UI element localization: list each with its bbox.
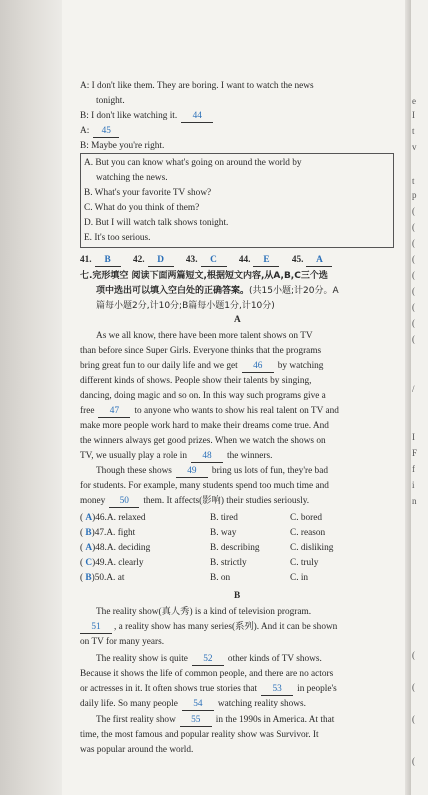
mc-item: ( A)46.A. relaxed <box>80 513 146 523</box>
dialogue-line: B: I don't like watching it. 44 <box>80 110 213 123</box>
mc-item: ( A)48.A. deciding <box>80 543 151 553</box>
passage-line: Because it shows the life of common people, and there are no actors <box>80 669 334 679</box>
right-fragment: ( <box>412 682 415 692</box>
right-fragment: ( <box>412 222 415 232</box>
passage-line: TV, we usually play a role in 48 the winners. <box>80 451 273 461</box>
passage-line: 51 , a reality show has many series(系列). And it can be shown <box>80 621 337 634</box>
passage-line: daily life. So many people 54 watching reality shows. <box>80 699 306 709</box>
mc-option: C. disliking <box>290 543 334 553</box>
answer-blank[interactable]: B <box>95 254 121 267</box>
mc-option: C. truly <box>290 558 319 568</box>
passage-line: bring great fun to our daily life and we get 46 by watching <box>80 361 324 371</box>
passage-line: money 50 them. It affects(影响) their studies seriously. <box>80 496 310 506</box>
right-fragment: ( <box>412 206 415 216</box>
mc-option: B. on <box>210 573 231 583</box>
answer-blank[interactable]: C <box>201 254 227 267</box>
right-fragment: ( <box>412 254 415 264</box>
right-fragment: t <box>412 176 415 186</box>
passage-line: The reality show(真人秀) is a kind of television program. <box>96 607 312 617</box>
right-fragment: ( <box>412 318 415 328</box>
right-fragment: p <box>412 190 417 200</box>
answer-blank[interactable]: 50 <box>109 495 139 508</box>
passage-b-title: B <box>234 591 241 601</box>
passage-line: time, the most famous and popular reality show was Survivor. It <box>80 730 319 740</box>
passage-line: make more people work hard to make their dreams come true. And <box>80 421 329 431</box>
passage-line: The first reality show 55 in the 1990s in America. At that <box>96 715 335 725</box>
option-line: B. What's your favorite TV show? <box>84 188 212 198</box>
passage-line: free 47 to anyone who wants to show his real talent on TV and <box>80 406 339 416</box>
passage-line: than before since Super Girls. Everyone thinks that the programs <box>80 346 322 356</box>
section-note: 篇每小题2分,计10分;B篇每小题1分,计10分) <box>96 301 275 311</box>
answer-blank[interactable]: 48 <box>191 450 223 463</box>
answer-blank[interactable]: 53 <box>261 683 293 696</box>
dialogue-line: A: 45 <box>80 125 119 138</box>
mc-item: ( B)47.A. fight <box>80 528 136 538</box>
answer-blank[interactable]: 49 <box>176 465 208 478</box>
answer-blank[interactable]: 47 <box>98 405 130 418</box>
passage-line: different kinds of shows. People show their talents by singing, <box>80 376 312 386</box>
right-fragment: ( <box>412 714 415 724</box>
passage-line: As we all know, there have been more talent shows on TV <box>96 331 313 341</box>
passage-line: on TV for many years. <box>80 637 165 647</box>
answer-blank[interactable]: 51 <box>80 621 112 634</box>
answer-blank[interactable]: A <box>306 254 332 267</box>
choice-mark[interactable]: B <box>85 573 92 583</box>
right-fragment: / <box>412 384 415 394</box>
answer-blank[interactable]: 54 <box>182 698 214 711</box>
section-heading: 七.完形填空 阅读下面两篇短文,根据短文内容,从A,B,C三个选 <box>80 271 328 281</box>
passage-line: the winners always get good prizes. When we watch the shows on <box>80 436 326 446</box>
option-line: watching the news. <box>96 173 168 183</box>
right-fragment: ( <box>412 650 415 660</box>
answer-blank[interactable]: 46 <box>242 360 274 373</box>
right-fragment: ( <box>412 270 415 280</box>
mc-option: B. describing <box>210 543 260 553</box>
answer-blank[interactable]: E <box>253 254 279 267</box>
answer-blank[interactable]: D <box>148 254 174 267</box>
mc-option: B. tired <box>210 513 238 523</box>
option-line: D. But I will watch talk shows tonight. <box>84 218 229 228</box>
right-fragment: n <box>412 496 417 506</box>
mc-option: B. way <box>210 528 237 538</box>
passage-line: Though these shows 49 bring us lots of fun, they're bad <box>96 466 328 476</box>
option-line: A. But you can know what's going on around the world by <box>84 158 302 168</box>
mc-option: B. strictly <box>210 558 247 568</box>
right-fragment: f <box>412 464 415 474</box>
passage-line: or actresses in it. It often shows true stories that 53 in people's <box>80 684 337 694</box>
choice-mark[interactable]: B <box>85 528 92 538</box>
right-fragment: ( <box>412 238 415 248</box>
right-fragment: i <box>412 480 415 490</box>
choice-mark[interactable]: C <box>85 558 93 568</box>
answer-blank[interactable]: 44 <box>181 110 213 123</box>
page-shadow <box>0 0 62 795</box>
option-line: C. What do you think of them? <box>84 203 200 213</box>
choice-mark[interactable]: A <box>85 543 93 553</box>
choice-mark[interactable]: A <box>85 513 93 523</box>
right-fragment: ( <box>412 286 415 296</box>
dialogue-line: tonight. <box>96 96 125 106</box>
right-fragment: F <box>412 448 418 458</box>
answer-blank[interactable]: 55 <box>180 714 212 727</box>
dialogue-line: B: Maybe you're right. <box>80 141 165 151</box>
mc-item: ( B)50.A. at <box>80 573 125 583</box>
mc-option: C. bored <box>290 513 323 523</box>
passage-line: was popular around the world. <box>80 745 194 755</box>
right-fragment: I <box>412 432 415 442</box>
section-heading-cont: 项中选出可以填入空白处的正确答案。(共15小题;计20分。A <box>96 286 339 296</box>
mc-option: C. reason <box>290 528 326 538</box>
right-fragment: ( <box>412 756 415 766</box>
right-fragment: t <box>412 126 415 136</box>
right-fragment: e <box>412 96 416 106</box>
answer-blank[interactable]: 52 <box>192 653 224 666</box>
mc-item: ( C)49.A. clearly <box>80 558 144 568</box>
answer-row: 41. B 42. D 43. C 44. E 45. A <box>80 254 332 267</box>
right-fragment: ( <box>412 302 415 312</box>
passage-line: dancing, doing magic and so on. In this way such programs give a <box>80 391 326 401</box>
right-fragment: v <box>412 142 417 152</box>
dialogue-line: A: I don't like them. They are boring. I want to watch the news <box>80 81 314 91</box>
passage-a-title: A <box>234 315 241 325</box>
passage-line: The reality show is quite 52 other kinds of TV shows. <box>96 654 322 664</box>
right-fragment: I <box>412 110 415 120</box>
option-line: E. It's too serious. <box>84 233 151 243</box>
right-fragment: ( <box>412 334 415 344</box>
passage-line: for students. For example, many students spend too much time and <box>80 481 329 491</box>
answer-blank[interactable]: 45 <box>93 125 119 138</box>
mc-option: C. in <box>290 573 309 583</box>
right-page-edge <box>411 0 428 795</box>
